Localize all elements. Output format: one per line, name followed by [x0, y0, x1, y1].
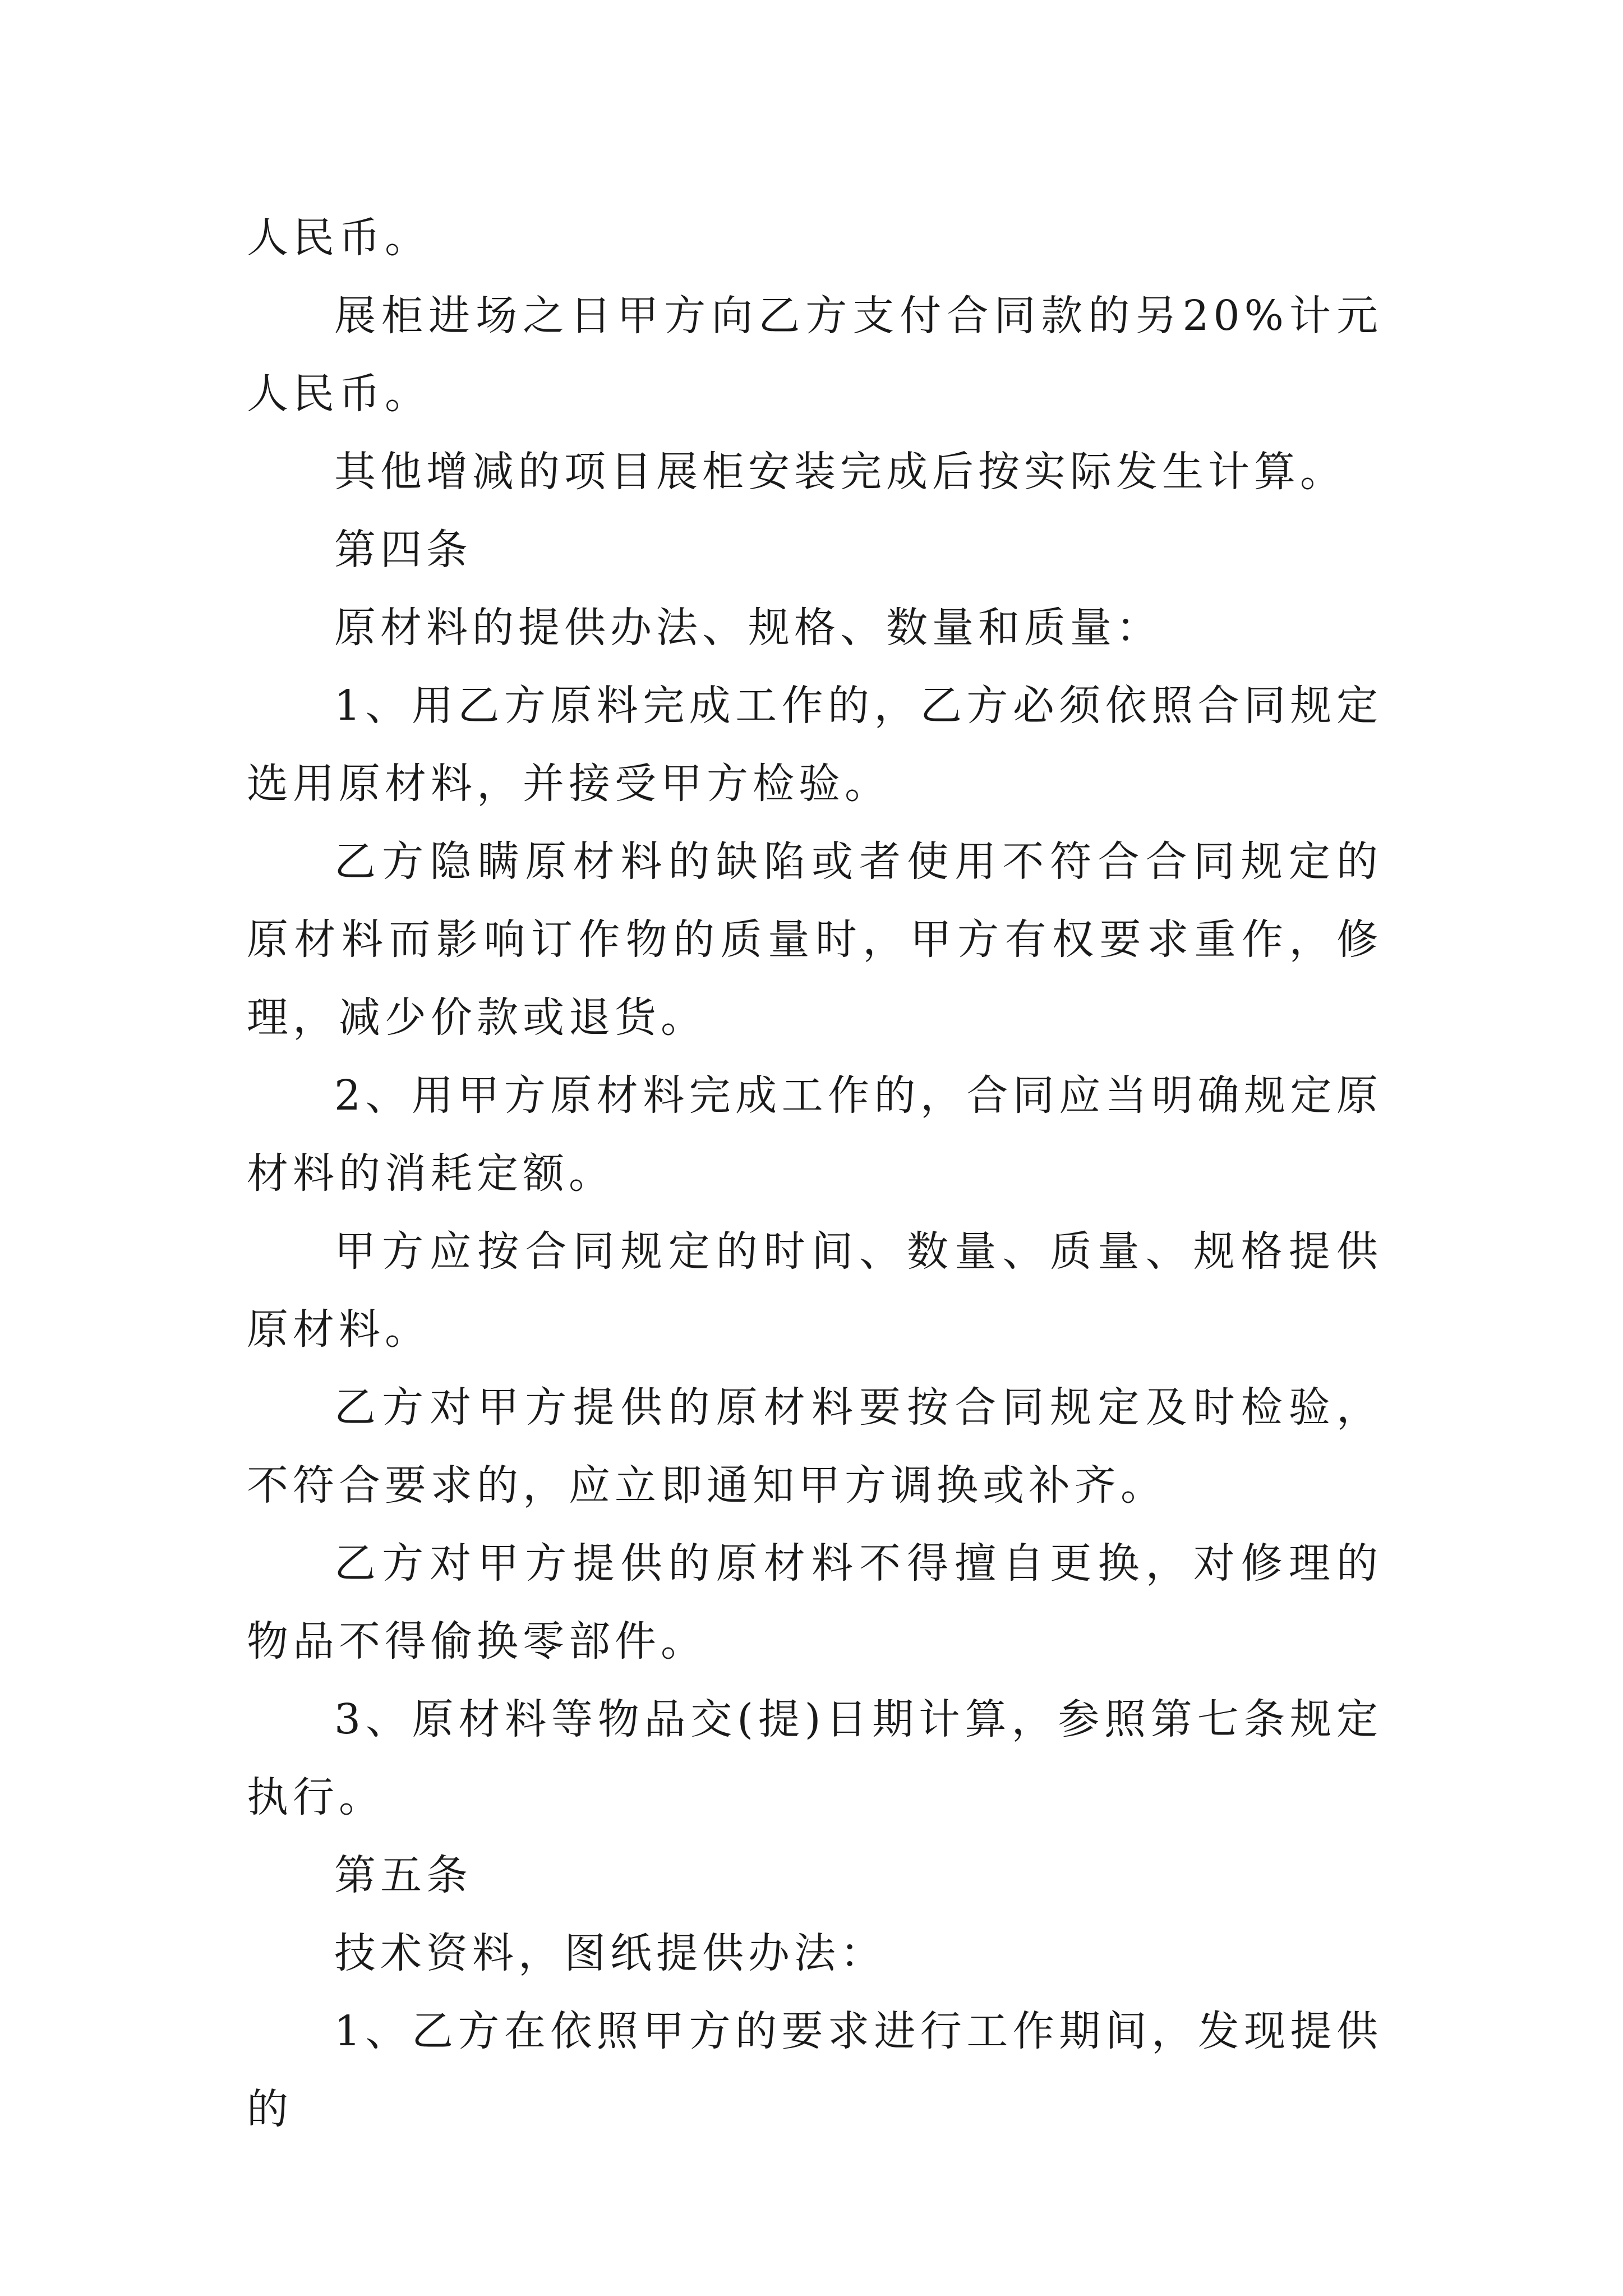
- article-4-heading: 第四条: [334, 526, 472, 574]
- paragraph-5: 原材料的提供办法、规格、数量和质量：: [334, 604, 1162, 652]
- paragraph-3: 其他增减的项目展柜安装完成后按实际发生计算。: [334, 448, 1346, 496]
- paragraph-10: 乙方对甲方提供的原材料要按合同规定及时检验，不符合要求的，应立即通知甲方调换或补齐。: [247, 1383, 1382, 1510]
- paragraph-9: 甲方应按合同规定的时间、数量、质量、规格提供原材料。: [247, 1227, 1382, 1354]
- paragraph-7: 乙方隐瞒原材料的缺陷或者使用不符合合同规定的原材料而影响订作物的质量时，甲方有权要求重作，修理，减少价款或退货。: [247, 838, 1382, 1042]
- paragraph-6: 1、用乙方原料完成工作的，乙方必须依照合同规定选用原材料，并接受甲方检验。: [247, 682, 1382, 808]
- paragraph-11: 乙方对甲方提供的原材料不得擅自更换，对修理的物品不得偷换零部件。: [247, 1539, 1382, 1665]
- paragraph-12: 3、原材料等物品交(提)日期计算，参照第七条规定执行。: [247, 1695, 1382, 1821]
- contract-body: [247, 199, 1382, 2148]
- paragraph-2: 展柜进场之日甲方向乙方支付合同款的另20%计元人民币。: [247, 292, 1382, 418]
- paragraph-1: 人民币。: [247, 214, 431, 262]
- paragraph-14: 技术资料，图纸提供办法：: [334, 1929, 886, 1977]
- paragraph-15: 1、乙方在依照甲方的要求进行工作期间，发现提供的: [247, 2007, 1382, 2133]
- paragraph-8: 2、用甲方原材料完成工作的，合同应当明确规定原材料的消耗定额。: [247, 1071, 1382, 1198]
- article-5-heading: 第五条: [334, 1851, 472, 1899]
